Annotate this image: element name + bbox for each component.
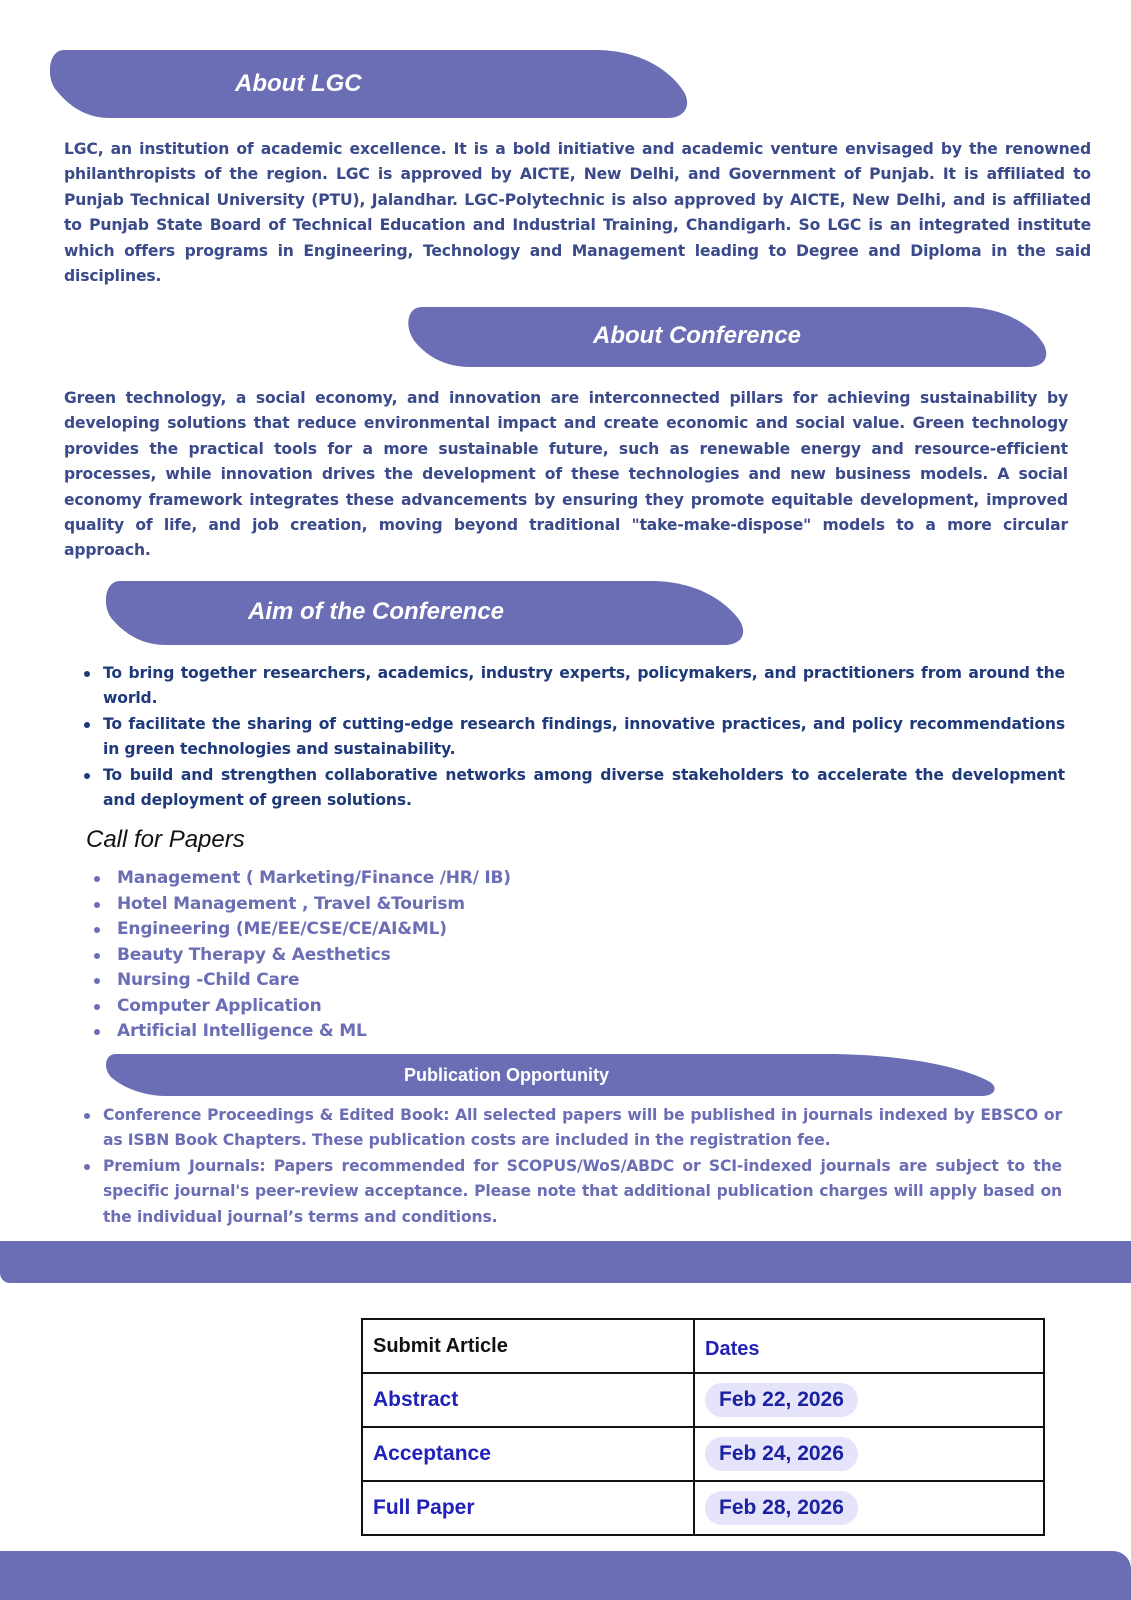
date-pill: Feb 22, 2026 bbox=[705, 1383, 858, 1417]
stage-full-paper: Full Paper bbox=[373, 1496, 475, 1519]
call-for-papers-list bbox=[92, 866, 511, 1045]
bullet-icon bbox=[94, 1029, 100, 1035]
about-lgc-text: LGC, an institution of academic excellence. It is a bold initiative and academic venture envisaged by the renowned philanthropists of the region. LGC is approved by AICTE, New Delhi, and Government of Punjab. It is affiliated to Punjab Technical University (PTU), Jalandhar. LGC-Polytechnic is also approved by AICTE, New Delhi, and is affiliated to Punjab State Board of Technical Education and Industrial Training, Chandigarh. So LGC is an integrated institute which offers programs in Engineering, Technology and Management leading to Degree and Diploma in the said disciplines. bbox=[64, 140, 1091, 286]
header-submit-article: Submit Article bbox=[362, 1319, 694, 1373]
table-header-row bbox=[362, 1319, 1044, 1373]
track-item: Hotel Management , Travel &Tourism bbox=[92, 892, 511, 918]
bullet-icon bbox=[94, 978, 100, 984]
footer-band bbox=[0, 1551, 1131, 1600]
about-lgc-heading: About LGC bbox=[235, 70, 362, 97]
track-item: Beauty Therapy & Aesthetics bbox=[92, 943, 511, 969]
track-item: Artificial Intelligence & ML bbox=[92, 1019, 511, 1045]
important-dates-table bbox=[361, 1318, 1045, 1536]
divider-band bbox=[0, 1241, 1131, 1283]
publication-item: Premium Journals: Papers recommended for SCOPUS/WoS/ABDC or SCI-indexed journals are subject to the specific journal's peer-review acceptance. Please note that additional publication charges will apply based on the individual journal’s terms and conditions. bbox=[80, 1154, 1062, 1230]
stage-acceptance: Acceptance bbox=[373, 1442, 491, 1465]
date-pill: Feb 24, 2026 bbox=[705, 1437, 858, 1471]
publication-item: Conference Proceedings & Edited Book: All selected papers will be published in journals indexed by EBSCO or as ISBN Book Chapters. These publication costs are included in the registration fee. bbox=[80, 1103, 1062, 1154]
aim-item: To facilitate the sharing of cutting-edge research findings, innovative practices, and policy recommendations in green technologies and sustainability. bbox=[80, 712, 1065, 763]
date-pill: Feb 28, 2026 bbox=[705, 1491, 858, 1525]
aim-item: To bring together researchers, academics, industry experts, policymakers, and practitioners from around the world. bbox=[80, 661, 1065, 712]
table-row bbox=[362, 1427, 1044, 1481]
about-conference-banner bbox=[408, 307, 1047, 367]
track-item: Computer Application bbox=[92, 994, 511, 1020]
publication-banner bbox=[106, 1054, 996, 1096]
track-item: Engineering (ME/EE/CSE/CE/AI&ML) bbox=[92, 917, 511, 943]
aim-list bbox=[80, 661, 1065, 813]
publication-list bbox=[80, 1103, 1062, 1230]
bullet-icon bbox=[94, 902, 100, 908]
bullet-icon bbox=[94, 1004, 100, 1010]
table-row bbox=[362, 1481, 1044, 1535]
about-conference-text: Green technology, a social economy, and innovation are interconnected pillars for achieving sustainability by developing solutions that reduce environmental impact and create economic and social value. Green technology provides the practical tools for a more sustainable future, such as renewable energy and resource-efficient processes, while innovation drives the development of these technologies and new business models. A social economy framework integrates these advancements by ensuring they promote equitable development, improved quality of life, and job creation, moving beyond traditional "take-make-dispose" models to a more circular approach. bbox=[64, 389, 1068, 560]
bullet-icon bbox=[84, 773, 90, 779]
track-item: Management ( Marketing/Finance /HR/ IB) bbox=[92, 866, 511, 892]
publication-heading: Publication Opportunity bbox=[404, 1065, 609, 1085]
banner-shape bbox=[50, 50, 688, 118]
table-row bbox=[362, 1373, 1044, 1427]
bullet-icon bbox=[84, 1164, 90, 1170]
stage-abstract: Abstract bbox=[373, 1388, 459, 1411]
call-for-papers-heading: Call for Papers bbox=[86, 826, 245, 853]
aim-item: To build and strengthen collaborative networks among diverse stakeholders to accelerate the development and deployment of green solutions. bbox=[80, 763, 1065, 814]
about-lgc-banner bbox=[50, 50, 688, 118]
bullet-icon bbox=[84, 1113, 90, 1119]
track-item: Nursing -Child Care bbox=[92, 968, 511, 994]
bullet-icon bbox=[94, 953, 100, 959]
bullet-icon bbox=[84, 671, 90, 677]
bullet-icon bbox=[84, 722, 90, 728]
bullet-icon bbox=[94, 927, 100, 933]
aim-banner bbox=[106, 581, 744, 645]
about-conference-heading: About Conference bbox=[593, 322, 802, 349]
header-dates: Dates bbox=[694, 1319, 1044, 1373]
bullet-icon bbox=[94, 876, 100, 882]
aim-heading: Aim of the Conference bbox=[248, 598, 505, 625]
